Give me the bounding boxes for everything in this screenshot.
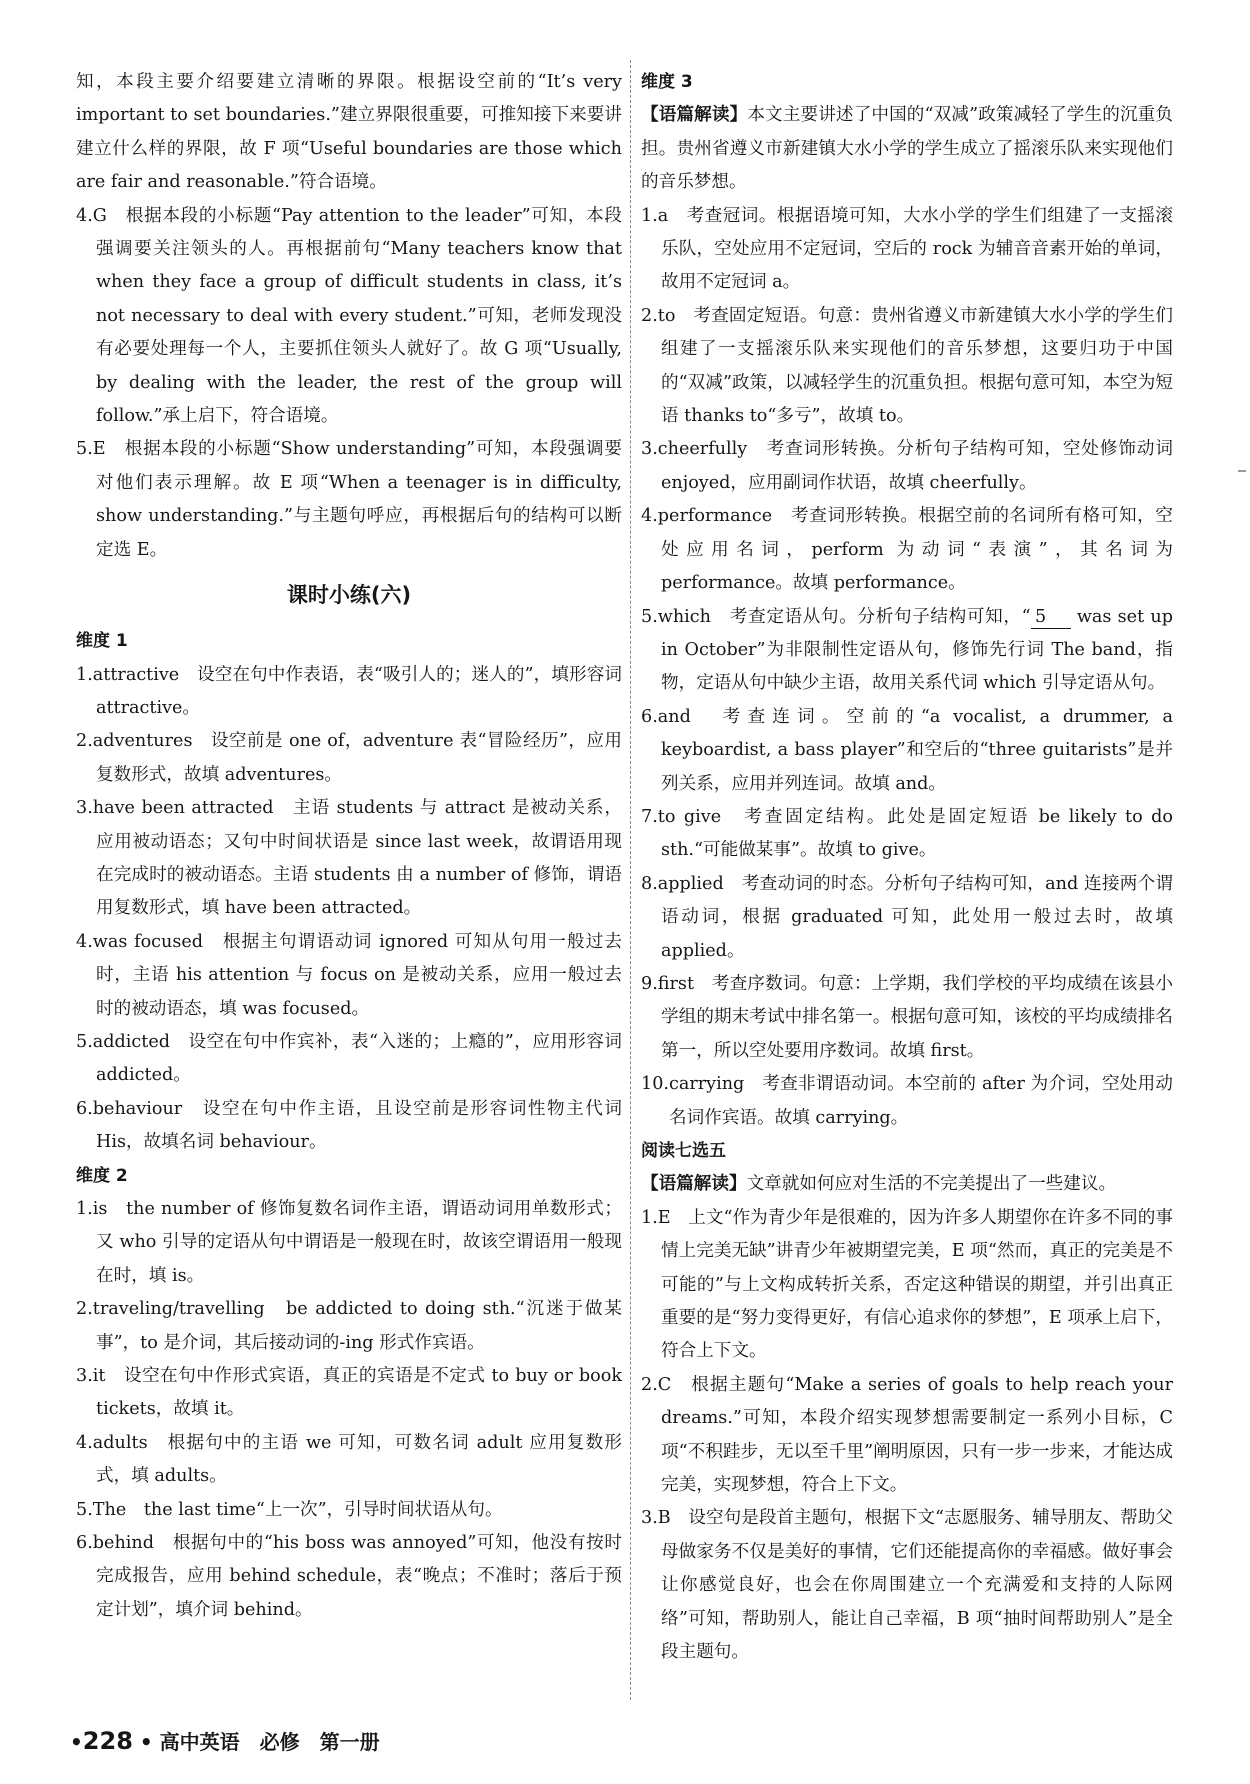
dimension-heading: 阅读七选五 — [641, 1141, 726, 1161]
answer-blank: 5 — [1031, 606, 1071, 629]
answer-item: 8.applied 考查动词的时态。分析句子结构可知，and 连接两个谓语动词，根据 graduated 可知，此处用一般过去时，故填 applied。 — [641, 873, 1173, 961]
dimension-heading: 维度 2 — [76, 1165, 128, 1186]
answer-item: 4.was focused 根据主句谓语动词 ignored 可知从句用一般过去时，主语 his attention 与 focus on 是被动关系，应用一般过去时的被动语态，填 was focused。 — [76, 931, 622, 1019]
answer-text: 5.which 考查定语从句。分析句子结构可知，“ — [641, 606, 1031, 627]
answer-text: was set up in October”为非限制性定语从句，修饰先行词 The band，指物，定语从句中缺少主语，故用关系代词 which 引导定语从句。 — [661, 606, 1173, 694]
answer-item: 9.first 考查序数词。句意：上学期，我们学校的平均成绩在该县小学组的期末考试中排名第一。根据句意可知，该校的平均成绩排名第一，所以空处要用序数词。故填 first。 — [641, 973, 1173, 1061]
answer-item: 4.adults 根据句中的主语 we 可知，可数名词 adult 应用复数形式，填 adults。 — [76, 1432, 622, 1487]
right-column — [641, 66, 1173, 1670]
answer-item: 6.behind 根据句中的“his boss was annoyed”可知，他没有按时完成报告，应用 behind schedule，表“晚点；不准时；落后于预定计划”，填介词 behind。 — [76, 1533, 622, 1620]
answer-item: 1.E 上文“作为青少年是很难的，因为许多人期望你在许多不同的事情上完美无缺”讲青少年被期望完美，E 项“然而，真正的完美是不可能的”与上文构成转折关系，否定这种错误的期望，并引出真正重要的是“努力变得更好，有信心追求你的梦想”，E 项承上启下，符合上下文。 — [641, 1207, 1173, 1362]
answer-item: 2.traveling/travelling be addicted to doing sth.“沉迷于做某事”，to 是介词，其后接动词的-ing 形式作宾语。 — [76, 1299, 622, 1353]
answer-item: 6.behaviour 设空在句中作主语，且设空前是形容词性物主代词 His，故填名词 behaviour。 — [76, 1098, 622, 1153]
answer-item: 3.cheerfully 考查词形转换。分析句子结构可知，空处修饰动词 enjoyed，应用副词作状语，故填 cheerfully。 — [641, 439, 1173, 493]
edge-mark — [1238, 470, 1246, 472]
answer-item — [641, 601, 1173, 701]
answer-item: 3.it 设空在句中作形式宾语，真正的宾语是不定式 to buy or book tickets，故填 it。 — [76, 1366, 622, 1420]
answer-item: 10.carrying 考查非谓语动词。本空前的 after 为介词，空处用动名词作宾语。故填 carrying。 — [641, 1074, 1173, 1128]
answer-item: 5.E 根据本段的小标题“Show understanding”可知，本段强调要对他们表示理解。故 E 项“When a teenager is in difficulty, show understanding.”与主题句呼应，再根据后句的结构可以断定选 E。 — [76, 439, 622, 560]
left-column — [76, 66, 622, 1627]
book-title: • 高中英语 必修 第一册 — [139, 1730, 380, 1754]
answer-item: 6.and 考查连词。空前的“a vocalist, a drummer, a keyboardist, a bass player”和空后的“three guitarists”是并列关系，应用并列连词。故填 and。 — [641, 706, 1173, 794]
passage-intro-text: 本文主要讲述了中国的“双减”政策减轻了学生的沉重负担。贵州省遵义市新建镇大水小学的学生成立了摇滚乐队来实现他们的音乐梦想。 — [641, 105, 1173, 193]
continued-answer: 知，本段主要介绍要建立清晰的界限。根据设空前的“It’s very important to set boundaries.”建立界限很重要，可推知接下来要讲建立什么样的界限，故 F 项“Useful boundaries are those which are fair and reasonable.”符合语境。 — [76, 72, 622, 193]
dimension-heading: 维度 3 — [641, 72, 693, 92]
answer-item: 4.performance 考查词形转换。根据空前的名词所有格可知，空处应用名词，perform 为动词“表演”，其名词为 performance。故填 performance。 — [641, 506, 1173, 594]
section-title: 课时小练(六) — [286, 583, 412, 608]
answer-item: 1.is the number of 修饰复数名词作主语，谓语动词用单数形式；又 who 引导的定语从句中谓语是一般现在时，故该空谓语用一般现在时，填 is。 — [76, 1199, 622, 1286]
answer-item: 1.attractive 设空在句中作表语，表“吸引人的；迷人的”，填形容词 attractive。 — [76, 664, 622, 718]
page-number: 228 — [82, 1727, 133, 1755]
passage-intro — [641, 1168, 1173, 1201]
answer-item: 2.adventures 设空前是 one of，adventure 表“冒险经历”，应用复数形式，故填 adventures。 — [76, 731, 622, 785]
answer-item: 5.The the last time“上一次”，引导时间状语从句。 — [76, 1499, 503, 1520]
answer-item: 5.addicted 设空在句中作宾补，表“入迷的；上瘾的”，应用形容词 addicted。 — [76, 1031, 622, 1086]
page-footer — [70, 1726, 380, 1755]
passage-intro-tag: 【语篇解读】 — [641, 1174, 747, 1195]
passage-intro-tag: 【语篇解读】 — [641, 105, 748, 126]
answer-item: 3.B 设空句是段首主题句，根据下文“志愿服务、辅导朋友、帮助父母做家务不仅是美好的事情，它们还能提高你的幸福感。做好事会让你感觉良好，也会在你周围建立一个充满爱和支持的人际网络”可知，帮助别人，能让自己幸福，B 项“抽时间帮助别人”是全段主题句。 — [641, 1508, 1173, 1663]
answer-item: 1.a 考查冠词。根据语境可知，大水小学的学生们组建了一支摇滚乐队，空处应用不定冠词，空后的 rock 为辅音音素开始的单词，故用不定冠词 a。 — [641, 205, 1173, 293]
column-divider — [630, 60, 631, 1700]
answer-item: 7.to give 考查固定结构。此处是固定短语 be likely to do sth.“可能做某事”。故填 to give。 — [641, 806, 1173, 861]
answer-item: 4.G 根据本段的小标题“Pay attention to the leader”可知，本段强调要关注领头的人。再根据前句“Many teachers know that when they face a group of difficult students in class, it’s not necessary to deal with every student.”可知，老师发现没有必要处理每一个人，主要抓住领头人就好了。故 G 项“Usually, by dealing with the leader, the rest of the group will follow.”承上启下，符合语境。 — [76, 205, 622, 427]
answer-item: 3.have been attracted 主语 students 与 attract 是被动关系，应用被动语态；又句中时间状语是 since last week，故谓语用现在完成时的被动语态。主语 students 由 a number of 修饰，谓语用复数形式，填 have been attracted。 — [76, 798, 622, 919]
passage-intro — [641, 99, 1173, 199]
footer-bullet: • — [70, 1730, 83, 1754]
answer-item: 2.to 考查固定短语。句意：贵州省遵义市新建镇大水小学的学生们组建了一支摇滚乐队来实现他们的音乐梦想，这要归功于中国的“双减”政策，以减轻学生的沉重负担。根据句意可知，本空为短语 thanks to“多亏”，故填 to。 — [641, 305, 1173, 427]
passage-intro-text: 文章就如何应对生活的不完美提出了一些建议。 — [746, 1174, 1117, 1195]
answer-item: 2.C 根据主题句“Make a series of goals to help reach your dreams.”可知，本段介绍实现梦想需要制定一系列小目标，C 项“不积跬步，无以至千里”阐明原因，只有一步一步来，才能达成完美，实现梦想，符合上下文。 — [641, 1374, 1173, 1496]
dimension-heading: 维度 1 — [76, 631, 128, 652]
